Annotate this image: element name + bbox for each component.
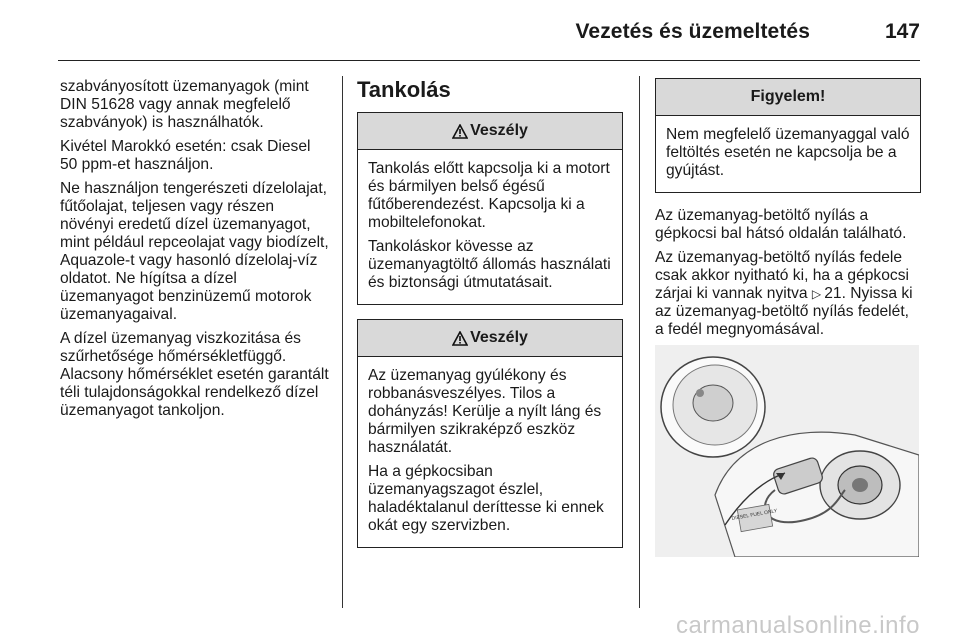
column-1 xyxy=(60,78,332,426)
diesel-fuel-label: DIESEL FUEL ONLY xyxy=(731,508,778,523)
column-divider-2 xyxy=(639,76,640,608)
danger-box-body xyxy=(358,357,622,547)
page-number: 147 xyxy=(884,20,920,43)
danger-box-1 xyxy=(357,112,623,305)
page-reference-arrow-icon: ▷ xyxy=(811,287,822,301)
page-header-title: Vezetés és üzemeltetés xyxy=(575,20,810,43)
paragraph: Az üzemanyag gyúlékony és robbanásveszélyes. Tilos a dohányzás! Kerülje a nyílt láng és bármilyen szikraképző eszköz használatát. xyxy=(368,367,602,456)
paragraph: A dízel üzemanyag viszkozitása és szűrhetősége hőmérsékletfüggő. Alacsony hőmérséklet esetén garantált téli tulajdonságokkal rendelkező dízel üzemanyagot tankoljon. xyxy=(60,330,329,419)
column-3 xyxy=(655,78,921,557)
danger-box-label: Veszély xyxy=(470,329,528,346)
paragraph: Tankoláskor kövesse az üzemanyagtöltő állomás használati és biztonsági útmutatásait. xyxy=(368,238,611,291)
notice-box-body xyxy=(656,116,920,192)
notice-box-header: Figyelem! xyxy=(656,79,920,116)
warning-triangle-icon xyxy=(452,331,468,346)
notice-box xyxy=(655,78,921,193)
danger-box-header xyxy=(358,113,622,150)
paragraph: Ne használjon tengerészeti dízelolajat, fűtőolajat, teljesen vagy részen növényi eredetű dízel üzemanyagot, mint például repceolajat vagy biodízelt, Aquazole-t vagy hasonló dízelolaj-víz oldatot. Ne hígítsa a dízel üzemanyagot benzinüzemű motorok üzemanyagaival. xyxy=(60,180,329,323)
paragraph: Tankolás előtt kapcsolja ki a motort és bármilyen belső égésű fűtőberendezést. Kapcsolja ki a mobiltelefonokat. xyxy=(368,160,610,231)
paragraph: Nem megfelelő üzemanyaggal való feltöltés esetén ne kapcsolja be a gyújtást. xyxy=(666,126,910,179)
column-2 xyxy=(357,78,623,562)
page-reference[interactable]: 21 xyxy=(824,285,842,302)
column-divider-1 xyxy=(342,76,343,608)
danger-box-label: Veszély xyxy=(470,122,528,139)
section-title: Tankolás xyxy=(357,77,451,102)
warning-triangle-icon xyxy=(452,124,468,139)
header-divider xyxy=(58,60,920,61)
paragraph: Az üzemanyag-betöltő nyílás a gépkocsi bal hátsó oldalán található. xyxy=(655,207,907,242)
watermark: carmanualsonline.info xyxy=(676,612,920,639)
paragraph: szabványosított üzemanyagok (mint DIN 51628 vagy annak megfelelő szabványok) is használhatók. xyxy=(60,78,309,131)
danger-box-header xyxy=(358,320,622,357)
danger-box-body xyxy=(358,150,622,304)
danger-box-2 xyxy=(357,319,623,548)
paragraph: Ha a gépkocsiban üzemanyagszagot észlel, haladéktalanul deríttesse ki ennek okát egy szervizben. xyxy=(368,463,604,534)
fuel-filler-illustration xyxy=(655,345,919,557)
paragraph: Kivétel Marokkó esetén: csak Diesel 50 ppm-et használjon. xyxy=(60,138,311,173)
paragraph: Az üzemanyag-betöltő nyílás fedele csak akkor nyitható ki, ha a gépkocsi zárjai ki vannak nyitva ▷ 21. Nyissa ki az üzemanyag-betöltő nyílás fedelét, a fedél megnyomásával. xyxy=(655,249,913,338)
